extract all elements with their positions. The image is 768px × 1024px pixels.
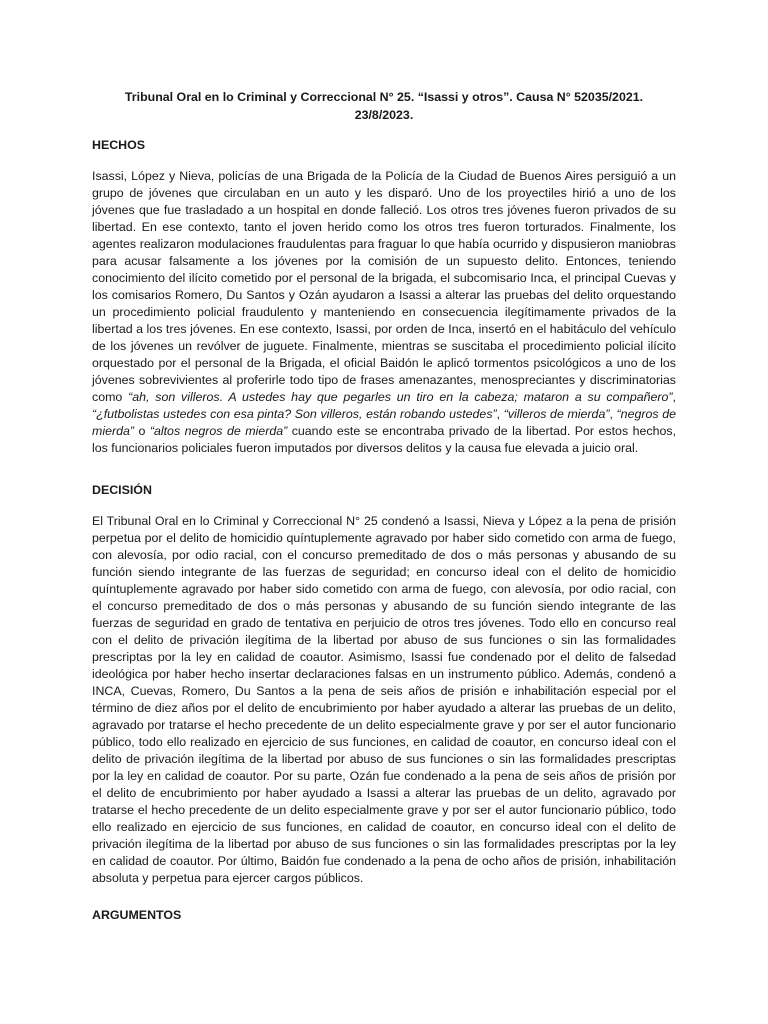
separator-3: , xyxy=(609,407,617,421)
hechos-text-a: Isassi, López y Nieva, policías de una Brigada de la Policía de la Ciudad de Buenos Aires persiguió a un grupo de jóvenes que circulaban en un auto y les disparó. Uno de los proyectiles hirió a uno de los jóvenes que fue trasladado a un hospital en donde falleció. Los otros tres jóvenes fueron privados de su libertad. En ese contexto, tanto el joven herido como los otros tres fueron torturados. Finalmente, los agentes realizaron modulaciones fraudulentas para fraguar lo que había ocurrido y dispusieron maniobras para acusar falsamente a los jóvenes por la comisión de un supuesto delito. Entonces, teniendo conocimiento del ilícito cometido por el personal de la brigada, el subcomisario Inca, el principal Cuevas y los comisarios Romero, Du Santos y Ozán ayudaron a Isassi a alterar las pruebas del delito orquestando un procedimiento policial fraudulento y manteniendo en consecuencia ilegítimamente privados de la libertad a los tres jóvenes. En ese contexto, Isassi, por orden de Inca, insertó en el habitáculo del vehículo de los jóvenes un revólver de juguete. Finalmente, mientras se suscitaba el procedimiento policial ilícito orquestado por el personal de la Brigada, el oficial Baidón le aplicó tormentos psicológicos a uno de los jóvenes sobrevivientes al proferirle todo tipo de frases amenazantes, menospreciantes y discriminatorias como xyxy=(92,169,676,404)
title-line-2: 23/8/2023. xyxy=(354,108,414,122)
title-line-1: Tribunal Oral en lo Criminal y Correccional N° 25. “Isassi y otros”. Causa N° 52035/2021. xyxy=(124,90,644,104)
quote-3: “villeros de mierda” xyxy=(503,407,610,421)
heading-decision: DECISIÓN xyxy=(92,483,152,497)
separator-1: , xyxy=(672,390,676,404)
paragraph-decision: El Tribunal Oral en lo Criminal y Correccional N° 25 condenó a Isassi, Nieva y López a la pena de prisión perpetua por el delito de homicidio quíntuplemente agravado por haber sido cometido con arma de fuego, con alevosía, por odio racial, con el concurso premeditado de dos o más personas y abusando de su función siendo integrante de las fuerzas de seguridad; en concurso ideal con el delito de homicidio quíntuplemente agravado por haber sido cometido con arma de fuego, con alevosía, por odio racial, con el concurso premeditado de dos o más personas y abusando de su función siendo integrante de las fuerzas de seguridad en grado de tentativa en perjuicio de otros tres jóvenes. Todo ello en concurso real con el delito de privación ilegítima de la libertad por abuso de sus funciones o sin las formalidades prescriptas por la ley en calidad de coautor. Asimismo, Isassi fue condenado por el delito de falsedad ideológica por haber hecho insertar declaraciones falsas en un instrumento público. Además, condenó a INCA, Cuevas, Romero, Du Santos a la pena de seis años de prisión e inhabilitación especial por el término de diez años por el delito de encubrimiento por haber ayudado a alterar las pruebas de un delito, agravado por tratarse el hecho precedente de un delito especialmente grave y por ser el autor funcionario público, todo ello realizado en ejercicio de sus funciones, en calidad de coautor, en concurso ideal con el delito de privación ilegítima de la libertad por abuso de sus funciones o sin las formalidades prescriptas por la ley en calidad de coautor. Por su parte, Ozán fue condenado a la pena de seis años de prisión por el delito de encubrimiento por haber ayudado a Isassi a alterar las pruebas de un delito, agravado por tratarse el hecho precedente de un delito especialmente grave y por ser el autor funcionario público, todo ello realizado en ejercicio de sus funciones, en calidad de coautor, en concurso ideal con el delito de privación ilegítima de la libertad por abuso de sus funciones o sin las formalidades prescriptas por la ley en calidad de coautor. Por último, Baidón fue condenado a la pena de ocho años de prisión, inhabilitación absoluta y perpetua para ejercer cargos públicos. xyxy=(92,514,676,885)
heading-argumentos: ARGUMENTOS xyxy=(92,908,182,922)
quote-4: “negros de mierda” xyxy=(92,407,676,438)
paragraph-hechos xyxy=(92,168,676,457)
heading-hechos: HECHOS xyxy=(92,138,146,152)
hechos-text-b: cuando este se encontraba privado de la libertad. Por estos hechos, los funcionarios policiales fueron imputados por diversos delitos y la causa fue elevada a juicio oral. xyxy=(92,424,677,455)
document-title xyxy=(92,88,676,124)
quote-5: “altos negros de mierda” xyxy=(149,424,288,438)
quote-2: “¿futbolistas ustedes con esa pinta? Son villeros, están robando ustedes” xyxy=(92,407,497,421)
quote-1: “ah, son villeros. A ustedes hay que pegarles un tiro en la cabeza; mataron a su compañero” xyxy=(128,390,673,404)
separator-2: , xyxy=(496,407,504,421)
separator-4: o xyxy=(134,424,150,438)
